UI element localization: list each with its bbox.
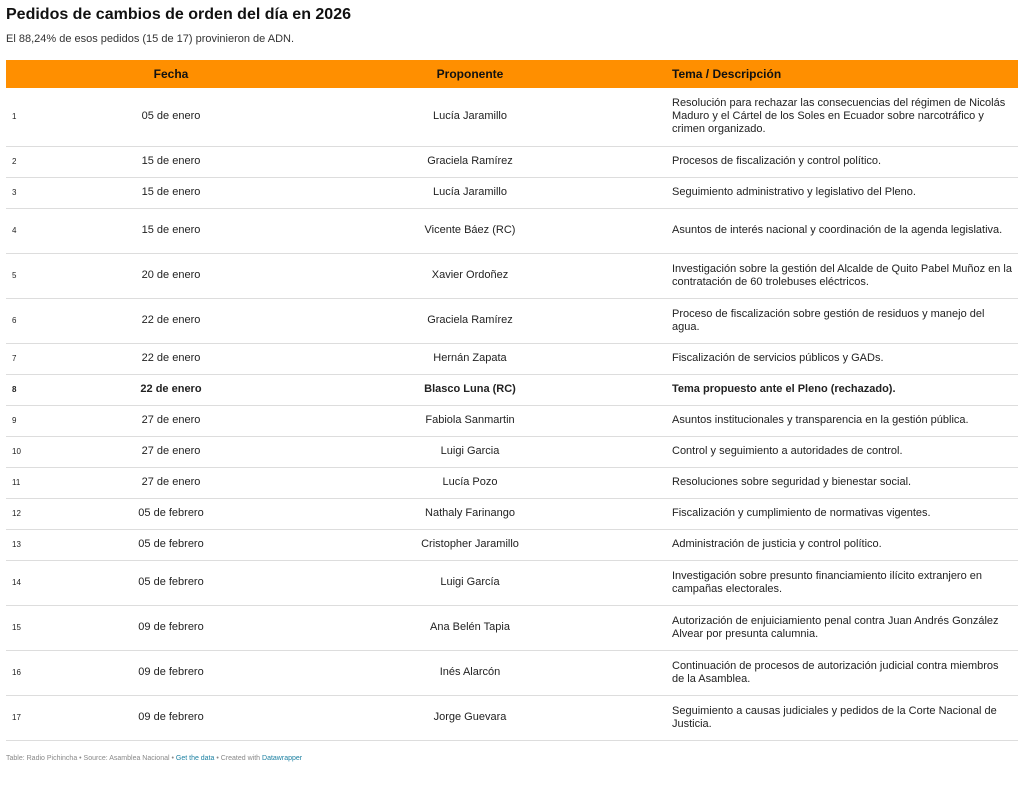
row-tema: Fiscalización de servicios públicos y GADs.: [664, 343, 1018, 374]
row-proponente: Blasco Luna (RC): [276, 374, 664, 405]
table-row: [6, 467, 1018, 498]
row-tema: Seguimiento administrativo y legislativo del Pleno.: [664, 177, 1018, 208]
row-proponente: Inés Alarcón: [276, 650, 664, 695]
header-num[interactable]: [6, 60, 66, 88]
row-fecha: 09 de febrero: [66, 605, 276, 650]
row-fecha: 22 de enero: [66, 298, 276, 343]
table-row: [6, 498, 1018, 529]
row-fecha: 09 de febrero: [66, 650, 276, 695]
row-number: 9: [6, 405, 66, 436]
row-number: 8: [6, 374, 66, 405]
row-tema: Control y seguimiento a autoridades de control.: [664, 436, 1018, 467]
row-proponente: Cristopher Jaramillo: [276, 529, 664, 560]
table-row: [6, 343, 1018, 374]
row-proponente: Nathaly Farinango: [276, 498, 664, 529]
row-proponente: Luigi García: [276, 560, 664, 605]
row-number: 1: [6, 88, 66, 146]
row-number: 11: [6, 467, 66, 498]
row-fecha: 22 de enero: [66, 374, 276, 405]
table-row: [6, 208, 1018, 253]
table-body: [6, 88, 1018, 740]
row-proponente: Lucía Jaramillo: [276, 88, 664, 146]
row-tema: Resolución para rechazar las consecuencias del régimen de Nicolás Maduro y el Cártel de los Soles en Ecuador sobre narcotráfico y crimen organizado.: [664, 88, 1018, 146]
orders-table: [6, 60, 1018, 741]
row-tema: Investigación sobre la gestión del Alcalde de Quito Pabel Muñoz en la contratación de 60 trolebuses eléctricos.: [664, 253, 1018, 298]
table-footer: [6, 755, 1018, 762]
datawrapper-link[interactable]: Datawrapper: [262, 754, 303, 762]
row-number: 12: [6, 498, 66, 529]
table-row: [6, 529, 1018, 560]
row-tema: Resoluciones sobre seguridad y bienestar social.: [664, 467, 1018, 498]
row-fecha: 05 de febrero: [66, 560, 276, 605]
row-proponente: Lucía Jaramillo: [276, 177, 664, 208]
row-number: 10: [6, 436, 66, 467]
row-fecha: 15 de enero: [66, 146, 276, 177]
row-proponente: Graciela Ramírez: [276, 298, 664, 343]
row-proponente: Luigi Garcia: [276, 436, 664, 467]
row-fecha: 05 de enero: [66, 88, 276, 146]
table-row: [6, 374, 1018, 405]
get-data-link[interactable]: Get the data: [175, 754, 215, 762]
table-row: [6, 253, 1018, 298]
row-number: 7: [6, 343, 66, 374]
row-tema: Asuntos institucionales y transparencia en la gestión pública.: [664, 405, 1018, 436]
row-fecha: 15 de enero: [66, 208, 276, 253]
row-tema: Tema propuesto ante el Pleno (rechazado).: [664, 374, 1018, 405]
table-row: [6, 695, 1018, 740]
row-fecha: 05 de febrero: [66, 498, 276, 529]
row-tema: Fiscalización y cumplimiento de normativas vigentes.: [664, 498, 1018, 529]
row-number: 15: [6, 605, 66, 650]
row-tema: Procesos de fiscalización y control político.: [664, 146, 1018, 177]
row-number: 5: [6, 253, 66, 298]
row-tema: Investigación sobre presunto financiamiento ilícito extranjero en campañas electorales.: [664, 560, 1018, 605]
row-fecha: 27 de enero: [66, 436, 276, 467]
header-fecha[interactable]: Fecha: [66, 60, 276, 88]
row-tema: Autorización de enjuiciamiento penal contra Juan Andrés González Alvear por presunta calumnia.: [664, 605, 1018, 650]
table-row: [6, 650, 1018, 695]
row-number: 14: [6, 560, 66, 605]
row-proponente: Vicente Báez (RC): [276, 208, 664, 253]
row-fecha: 27 de enero: [66, 467, 276, 498]
row-proponente: Fabiola Sanmartin: [276, 405, 664, 436]
footer-source: Table: Radio Pichincha • Source: Asamblea Nacional •: [6, 754, 176, 762]
header-tema[interactable]: Tema / Descripción: [664, 60, 1018, 88]
page-title: Pedidos de cambios de orden del día en 2026: [6, 6, 351, 23]
row-fecha: 09 de febrero: [66, 695, 276, 740]
row-number: 3: [6, 177, 66, 208]
row-number: 13: [6, 529, 66, 560]
row-fecha: 15 de enero: [66, 177, 276, 208]
row-tema: Continuación de procesos de autorización judicial contra miembros de la Asamblea.: [664, 650, 1018, 695]
table-row: [6, 560, 1018, 605]
table-row: [6, 88, 1018, 146]
table-row: [6, 605, 1018, 650]
table-row: [6, 146, 1018, 177]
row-proponente: Jorge Guevara: [276, 695, 664, 740]
row-fecha: 22 de enero: [66, 343, 276, 374]
header-proponente[interactable]: Proponente: [276, 60, 664, 88]
row-fecha: 05 de febrero: [66, 529, 276, 560]
page-subtitle: El 88,24% de esos pedidos (15 de 17) provinieron de ADN.: [6, 33, 295, 45]
row-number: 16: [6, 650, 66, 695]
row-proponente: Lucía Pozo: [276, 467, 664, 498]
row-number: 4: [6, 208, 66, 253]
row-number: 17: [6, 695, 66, 740]
row-fecha: 27 de enero: [66, 405, 276, 436]
row-tema: Administración de justicia y control político.: [664, 529, 1018, 560]
table-header-row: [6, 60, 1018, 88]
row-number: 6: [6, 298, 66, 343]
row-proponente: Xavier Ordoñez: [276, 253, 664, 298]
row-tema: Seguimiento a causas judiciales y pedidos de la Corte Nacional de Justicia.: [664, 695, 1018, 740]
row-number: 2: [6, 146, 66, 177]
row-proponente: Hernán Zapata: [276, 343, 664, 374]
row-proponente: Graciela Ramírez: [276, 146, 664, 177]
footer-middle: • Created with: [214, 754, 263, 762]
row-fecha: 20 de enero: [66, 253, 276, 298]
row-tema: Proceso de fiscalización sobre gestión de residuos y manejo del agua.: [664, 298, 1018, 343]
table-row: [6, 436, 1018, 467]
row-proponente: Ana Belén Tapia: [276, 605, 664, 650]
row-tema: Asuntos de interés nacional y coordinación de la agenda legislativa.: [664, 208, 1018, 253]
table-row: [6, 298, 1018, 343]
table-row: [6, 177, 1018, 208]
table-row: [6, 405, 1018, 436]
